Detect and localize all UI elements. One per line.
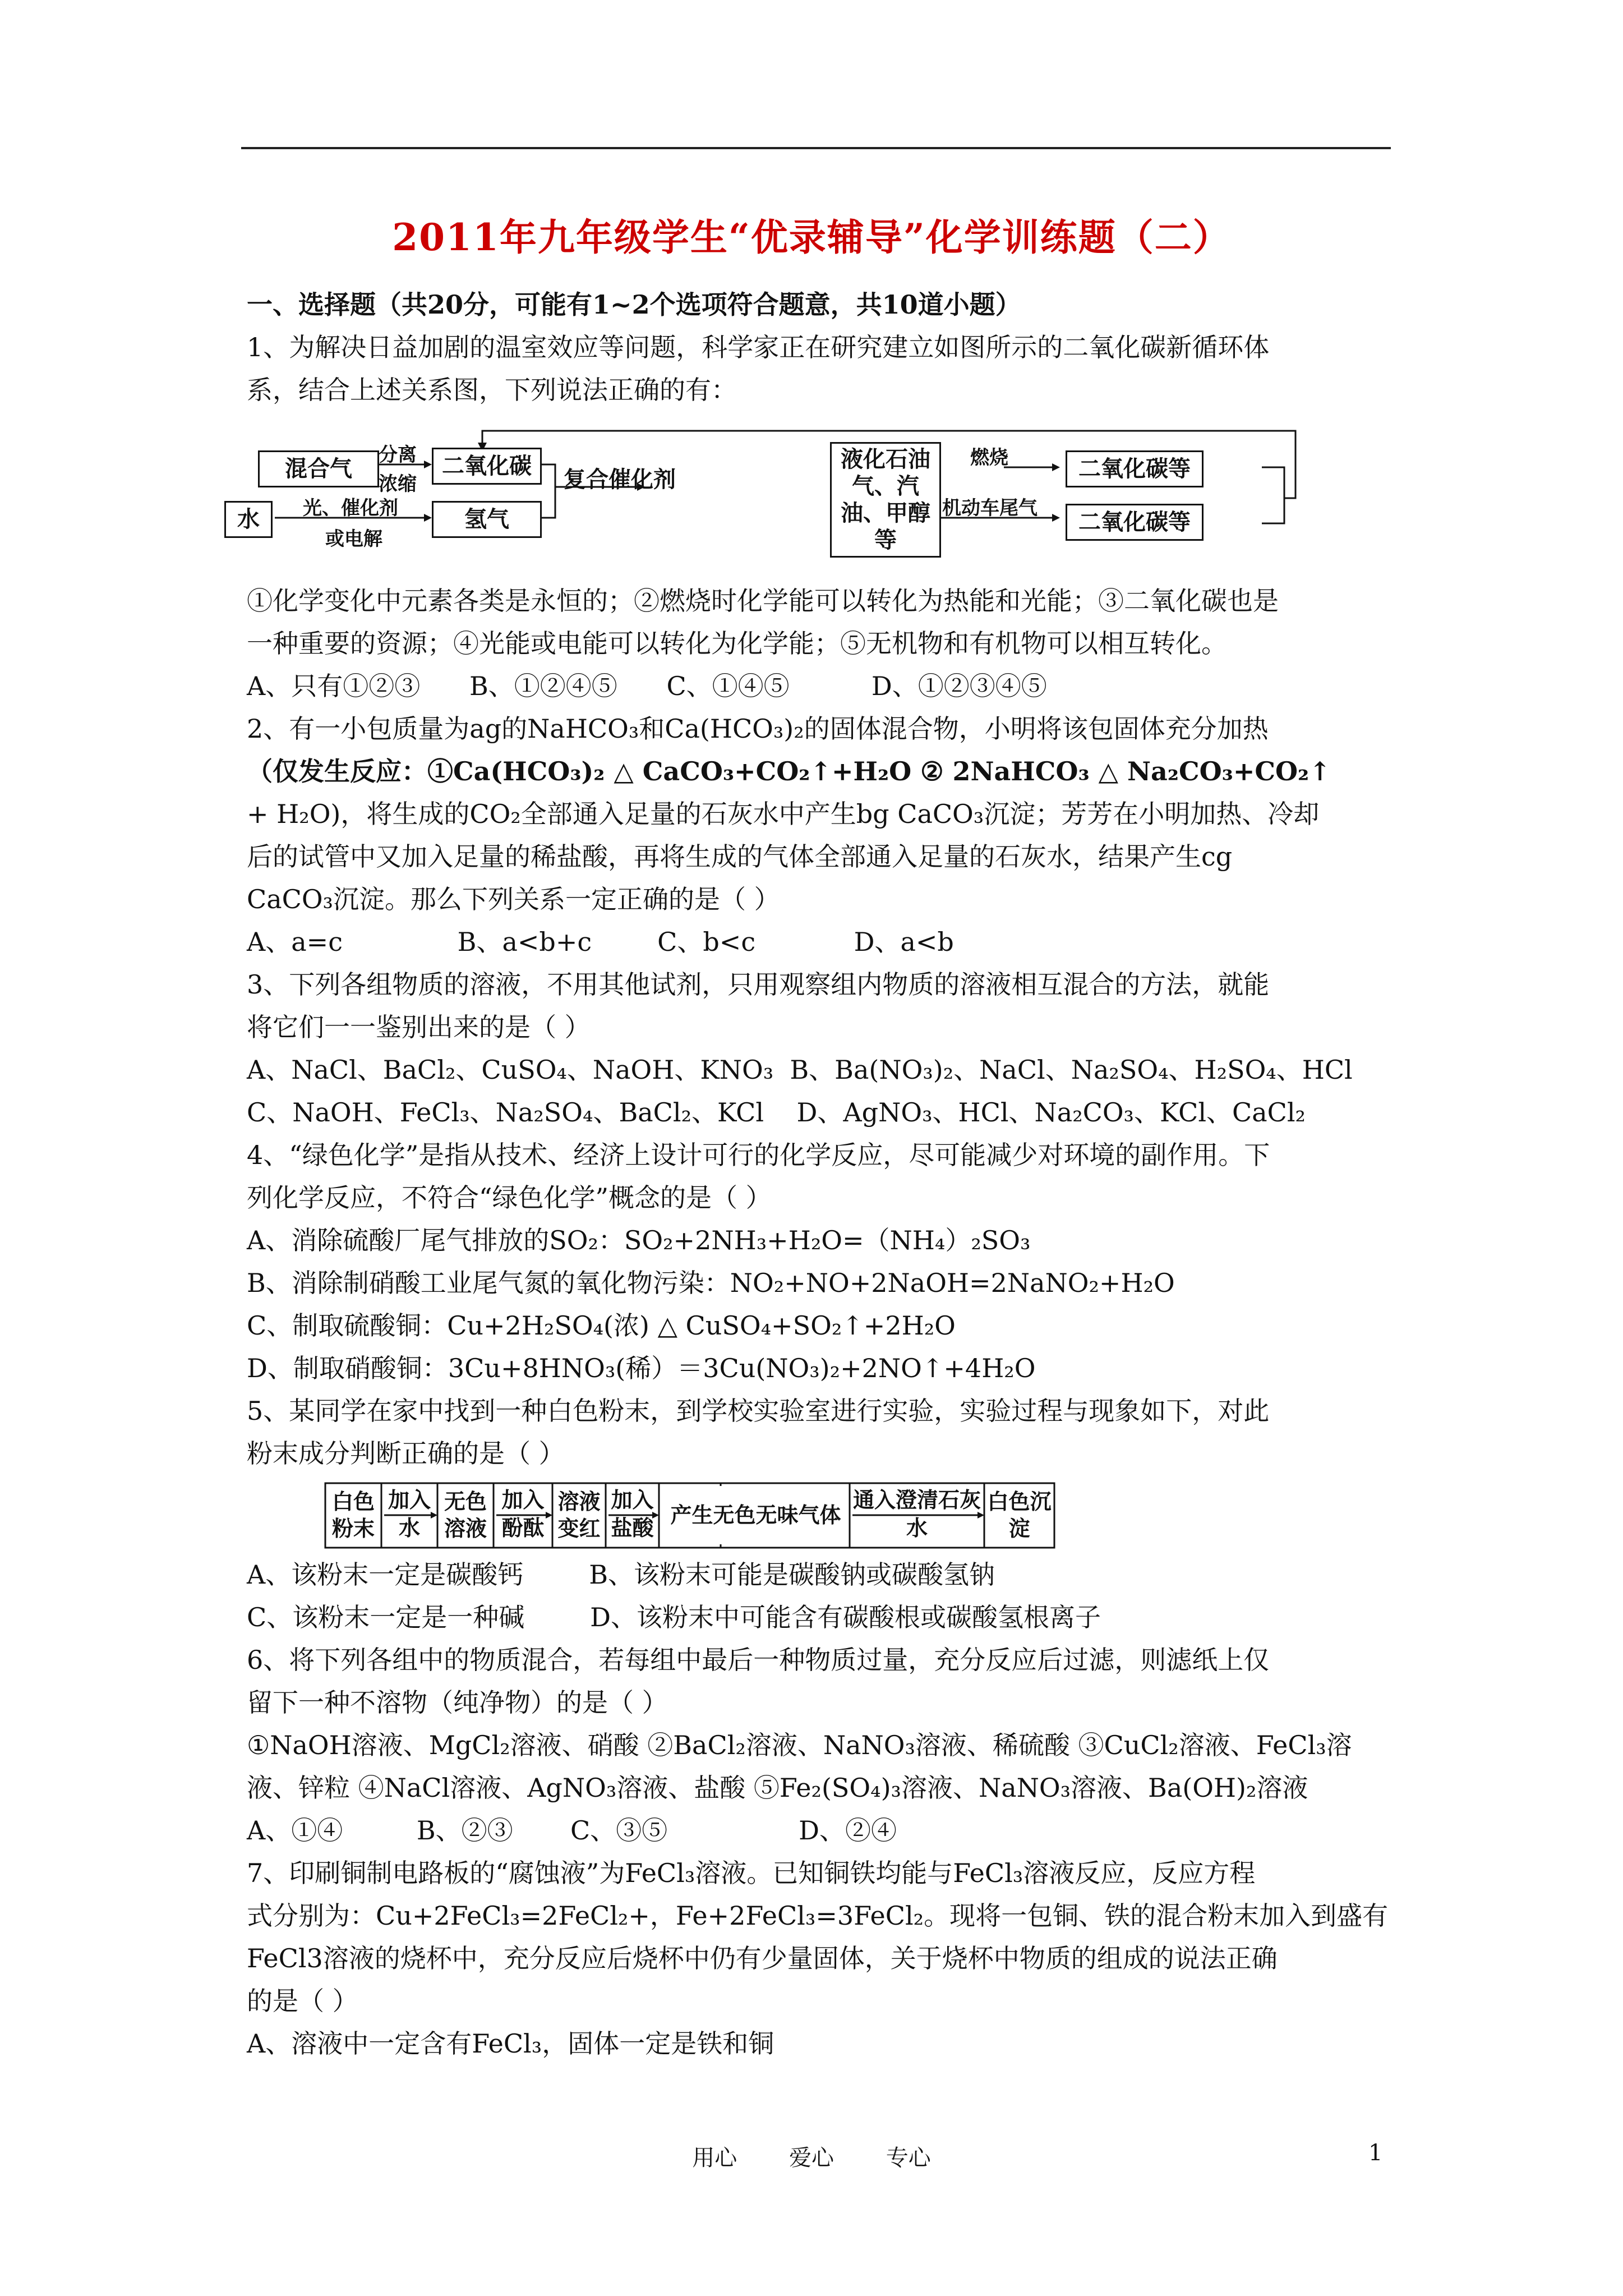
q2-line5: CaCO₃沉淀。那么下列关系一定正确的是（ ） (247, 884, 780, 914)
label-separate: 分离 (379, 444, 417, 466)
footer-item: 爱心 (789, 2145, 834, 2171)
label-composite-catalyst: 复合催化剂 (564, 466, 676, 493)
q5-line1: 5、某同学在家中找到一种白色粉末，到学校实验室进行实验，实验过程与现象如下，对此 (247, 1396, 1270, 1426)
flow-colorless-solution: 无色溶液 (440, 1486, 491, 1544)
q6-options: A、①④ B、②③ C、③⑤ D、②④ (247, 1815, 897, 1846)
q1-statements-line2: 一种重要的资源；④光能或电能可以转化为化学能；⑤无机物和有机物可以相互转化。 (247, 628, 1227, 659)
q7-line3: FeCl3溶液的烧杯中，充分反应后烧杯中仍有少量固体，关于烧杯中物质的组成的说法正确 (247, 1943, 1278, 1973)
experiment-flow-diagram (247, 1475, 1391, 1553)
flow-white-powder: 白色粉末 (328, 1486, 379, 1544)
flow-label-add-water: 加入水 (388, 1487, 431, 1540)
q7-line1: 7、印刷铜制电路板的“腐蚀液”为FeCl₃溶液。已知铜铁均能与FeCl₃溶液反应，反应方程 (247, 1858, 1256, 1888)
q6-line2: 留下一种不溶物（纯净物）的是（ ） (247, 1687, 668, 1718)
label-electrolysis: 或电解 (325, 528, 382, 550)
co2-output-box-2: 二氧化碳等 (1066, 504, 1204, 541)
q1-stem-line1: 1、为解决日益加剧的温室效应等问题，科学家正在研究建立如图所示的二氧化碳新循环体 (247, 332, 1270, 362)
mixed-gas-box: 混合气 (258, 450, 379, 487)
label-vehicle-exhaust: 机动车尾气 (942, 497, 1038, 519)
header-rule (241, 147, 1391, 149)
flow-solution-red: 溶液变红 (555, 1486, 603, 1544)
flow-label-limewater: 通入澄清石灰水 (852, 1487, 981, 1540)
q5-line2: 粉末成分判断正确的是（ ） (247, 1438, 565, 1469)
footer-item: 用心 (692, 2145, 737, 2171)
label-burn: 燃烧 (970, 447, 1008, 469)
q3-options-cd: C、NaOH、FeCl₃、Na₂SO₄、BaCl₂、KCl D、AgNO₃、HCl、Na₂CO₃、KCl、CaCl₂ (247, 1097, 1306, 1128)
q3-options-ab: A、NaCl、BaCl₂、CuSO₄、NaOH、KNO₃ B、Ba(NO₃)₂、NaCl、Na₂SO₄、H₂SO₄、HCl (247, 1055, 1353, 1085)
q4-option-d: D、制取硝酸铜：3Cu+8HNO₃(稀）＝3Cu(NO₃)₂+2NO↑+4H₂O (247, 1353, 1036, 1383)
flow-white-precipitate: 白色沉淀 (987, 1486, 1052, 1544)
flow-label-add-acid: 加入盐酸 (611, 1487, 654, 1540)
co2-output-box-1: 二氧化碳等 (1066, 450, 1204, 487)
q4-option-a: A、消除硫酸厂尾气排放的SO₂：SO₂+2NH₃+H₂O=（NH₄）₂SO₃ (247, 1225, 1031, 1255)
q1-statements-line1: ①化学变化中元素各类是永恒的；②燃烧时化学能可以转化为热能和光能；③二氧化碳也是 (247, 586, 1279, 616)
q3-line1: 3、下列各组物质的溶液，不用其他试剂，只用观察组内物质的溶液相互混合的方法，就能 (247, 969, 1270, 1000)
section-heading: 一、选择题（共20分，可能有1~2个选项符合题意，共10道小题） (247, 289, 1021, 320)
q4-option-b: B、消除制硝酸工业尾气氮的氧化物污染：NO₂+NO+2NaOH=2NaNO₂+H₂O (247, 1268, 1175, 1298)
q7-line2: 式分别为：Cu+2FeCl₃=2FeCl₂+，Fe+2FeCl₃=3FeCl₂。现将一包铜、铁的混合粉末加入到盛有 (247, 1901, 1389, 1931)
page-title: 2011年九年级学生“优录辅导”化学训练题（二） (392, 215, 1231, 259)
flow-label-add-phenolphthalein: 加入酚酞 (501, 1487, 545, 1540)
q5-options-cd: C、该粉末一定是一种碱 D、该粉末中可能含有碳酸根或碳酸氢根离子 (247, 1602, 1101, 1632)
q2-line4: 后的试管中又加入足量的稀盐酸，再将生成的气体全部通入足量的石灰水，结果产生cg (247, 841, 1233, 872)
q5-options-ab: A、该粉末一定是碳酸钙 B、该粉末可能是碳酸钠或碳酸氢钠 (247, 1559, 995, 1590)
q2-line1: 2、有一小包质量为ag的NaHCO₃和Ca(HCO₃)₂的固体混合物，小明将该包固体充分加热 (247, 714, 1269, 744)
label-light-catalyst: 光、催化剂 (303, 497, 398, 519)
q1-options: A、只有①②③ B、①②④⑤ C、①④⑤ D、①②③④⑤ (247, 671, 1047, 701)
water-box: 水 (224, 501, 273, 538)
diagram-connectors (247, 411, 1391, 579)
q4-line2: 列化学反应，不符合“绿色化学”概念的是（ ） (247, 1182, 772, 1213)
q6-line4: 液、锌粒 ④NaCl溶液、AgNO₃溶液、盐酸 ⑤Fe₂(SO₄)₃溶液、NaNO₃溶液、Ba(OH)₂溶液 (247, 1773, 1308, 1803)
q7-line4: 的是（ ） (247, 1986, 358, 2016)
q7-option-a: A、溶液中一定含有FeCl₃，固体一定是铁和铜 (247, 2028, 774, 2059)
q6-line3: ①NaOH溶液、MgCl₂溶液、硝酸 ②BaCl₂溶液、NaNO₃溶液、稀硫酸 ③CuCl₂溶液、FeCl₃溶 (247, 1730, 1352, 1760)
footer-item: 专心 (886, 2145, 931, 2171)
q4-line1: 4、“绿色化学”是指从技术、经济上设计可行的化学反应，尽可能减少对环境的副作用。下 (247, 1140, 1270, 1170)
document-body (237, 283, 1391, 2065)
q6-line1: 6、将下列各组中的物质混合，若每组中最后一种物质过量，充分反应后过滤，则滤纸上仅 (247, 1645, 1270, 1675)
page-number: 1 (1368, 2140, 1383, 2166)
hydrogen-box: 氢气 (432, 501, 542, 538)
flow-gas-produced: 产生无色无味气体 (665, 1486, 847, 1544)
q3-line2: 将它们一一鉴别出来的是（ ） (247, 1012, 591, 1042)
q4-option-c: C、制取硫酸铜：Cu+2H₂SO₄(浓) △ CuSO₄+SO₂↑+2H₂O (247, 1310, 956, 1341)
q2-line2: （仅发生反应：①Ca(HCO₃)₂ △ CaCO₃+CO₂↑+H₂O ② 2NaHCO₃ △ Na₂CO₃+CO₂↑ (247, 756, 1331, 786)
label-concentrate: 浓缩 (379, 473, 417, 495)
co2-cycle-diagram (237, 411, 1391, 579)
q2-options: A、a=c B、a<b+c C、b<c D、a<b (247, 927, 954, 957)
q1-stem-line2: 系，结合上述关系图，下列说法正确的有： (247, 375, 737, 405)
q2-line3: + H₂O)，将生成的CO₂全部通入足量的石灰水中产生bg CaCO₃沉淀；芳芳在小明加热、冷却 (247, 799, 1320, 829)
fuel-box: 液化石油气、汽油、甲醇等 (830, 442, 941, 558)
co2-box: 二氧化碳 (432, 448, 542, 485)
